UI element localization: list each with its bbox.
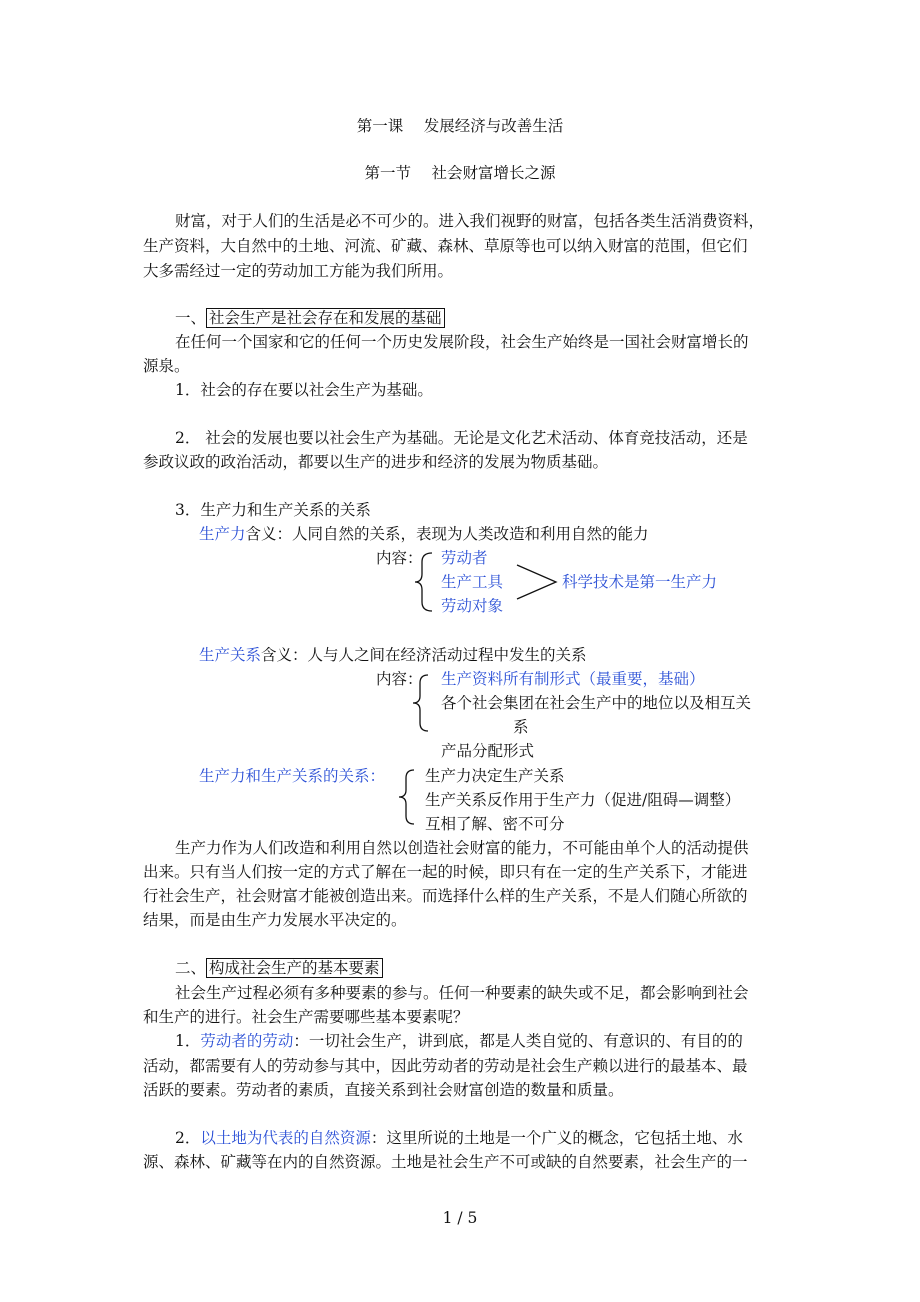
summary-line-4: 结果，而是由生产力发展水平决定的。 (143, 911, 407, 929)
productivity-arrow (517, 565, 556, 599)
heading-2-text: 构成社会生产的基本要素 (206, 958, 383, 978)
productivity-item-laborer: 劳动者 (441, 549, 488, 567)
link-item-3: 互相了解、密不可分 (425, 815, 565, 833)
summary-line-3: 行社会生产，社会财富才能被创造出来。而选择什么样的生产关系，不是人们随心所欲的 (143, 887, 748, 905)
element-1-term: 劳动者的劳动 (200, 1032, 294, 1050)
point-2-line-1: 2． 社会的发展也要以社会生产为基础。无论是文化艺术活动、体育竞技活动，还是 (175, 429, 748, 447)
relations-item-status-line-1: 各个社会集团在社会生产中的地位以及相互关 (441, 694, 752, 712)
relations-item-status-line-2: 系 (513, 718, 529, 736)
productivity-item-objects: 劳动对象 (441, 597, 504, 615)
link-item-2: 生产关系反作用于生产力（促进/阻碍—调整） (425, 791, 741, 809)
element-2-term: 以土地为代表的自然资源 (200, 1129, 371, 1147)
page-number: 1 / 5 (442, 1209, 478, 1227)
element-1-number: 1． (175, 1032, 201, 1050)
productivity-meaning: 含义：人同自然的关系，表现为人类改造和利用自然的能力 (245, 525, 649, 543)
heading-1-number: 一、 (175, 309, 207, 327)
element-2-number: 2． (175, 1129, 201, 1147)
s2-para-line-2: 和生产的进行。社会生产需要哪些基本要素呢？ (143, 1008, 469, 1026)
s1-para-line-2: 源泉。 (143, 357, 190, 375)
intro-line-2: 生产资料，大自然中的土地、河流、矿藏、森林、草原等也可以纳入财富的范围，但它们 (143, 237, 748, 255)
point-3: 3．生产力和生产关系的关系 (175, 501, 371, 519)
s1-para-line-1: 在任何一个国家和它的任何一个历史发展阶段，社会生产始终是一国社会财富增长的 (175, 333, 749, 351)
lesson-title: 第一课 发展经济与改善生活 (356, 117, 564, 135)
element-2-line-2: 源、森林、矿藏等在内的自然资源。土地是社会生产不可或缺的自然要素，社会生产的一 (143, 1153, 748, 1171)
relations-content-label: 内容： (376, 670, 423, 688)
heading-2 (175, 958, 383, 978)
summary-line-1: 生产力作为人们改造和利用自然以创造社会财富的能力，不可能由单个人的活动提供 (175, 839, 749, 857)
element-2-text: ：这里所说的土地是一个广义的概念，它包括土地、水 (370, 1129, 743, 1147)
productivity-result: 科学技术是第一生产力 (562, 573, 718, 591)
relations-item-ownership: 生产资料所有制形式（最重要，基础） (441, 670, 705, 688)
link-brace (399, 770, 414, 824)
productivity-item-tools: 生产工具 (441, 573, 504, 591)
productivity-content-label: 内容： (376, 549, 423, 567)
heading-1-text: 社会生产是社会存在和发展的基础 (206, 308, 445, 328)
relations-definition (199, 645, 587, 665)
element-1-text: ：一切社会生产，讲到底，都是人类自觉的、有意识的、有目的的 (293, 1032, 743, 1050)
element-2-line-1 (175, 1128, 743, 1148)
link-item-1: 生产力决定生产关系 (425, 767, 565, 785)
intro-line-1: 财富，对于人们的生活是必不可少的。进入我们视野的财富，包括各类生活消费资料， (175, 212, 765, 230)
relations-item-distribution: 产品分配形式 (441, 742, 535, 760)
point-1: 1．社会的存在要以社会生产为基础。 (175, 381, 433, 399)
productivity-term: 生产力 (199, 525, 246, 543)
link-term: 生产力和生产关系的关系： (199, 767, 386, 785)
heading-2-number: 二、 (175, 959, 207, 977)
element-1-line-1 (175, 1031, 743, 1051)
element-1-line-2: 活动，都需要有人的劳动参与其中，因此劳动者的劳动是社会生产赖以进行的最基本、最 (143, 1057, 748, 1075)
intro-line-3: 大多需经过一定的劳动加工方能为我们所用。 (143, 262, 454, 280)
section-title: 第一节 社会财富增长之源 (364, 164, 556, 182)
relations-meaning: 含义：人与人之间在经济活动过程中发生的关系 (261, 646, 587, 664)
element-1-line-3: 活跃的要素。劳动者的素质，直接关系到社会财富创造的数量和质量。 (143, 1081, 624, 1099)
relations-term: 生产关系 (199, 646, 262, 664)
point-2-line-2: 参政议政的政治活动，都要以生产的进步和经济的发展为物质基础。 (143, 453, 609, 471)
summary-line-2: 出来。只有当人们按一定的方式了解在一起的时候，即只有在一定的生产关系下，才能进 (143, 863, 748, 881)
productivity-brace (415, 553, 432, 611)
s2-para-line-1: 社会生产过程必须有多种要素的参与。任何一种要素的缺失或不足，都会影响到社会 (175, 984, 749, 1002)
